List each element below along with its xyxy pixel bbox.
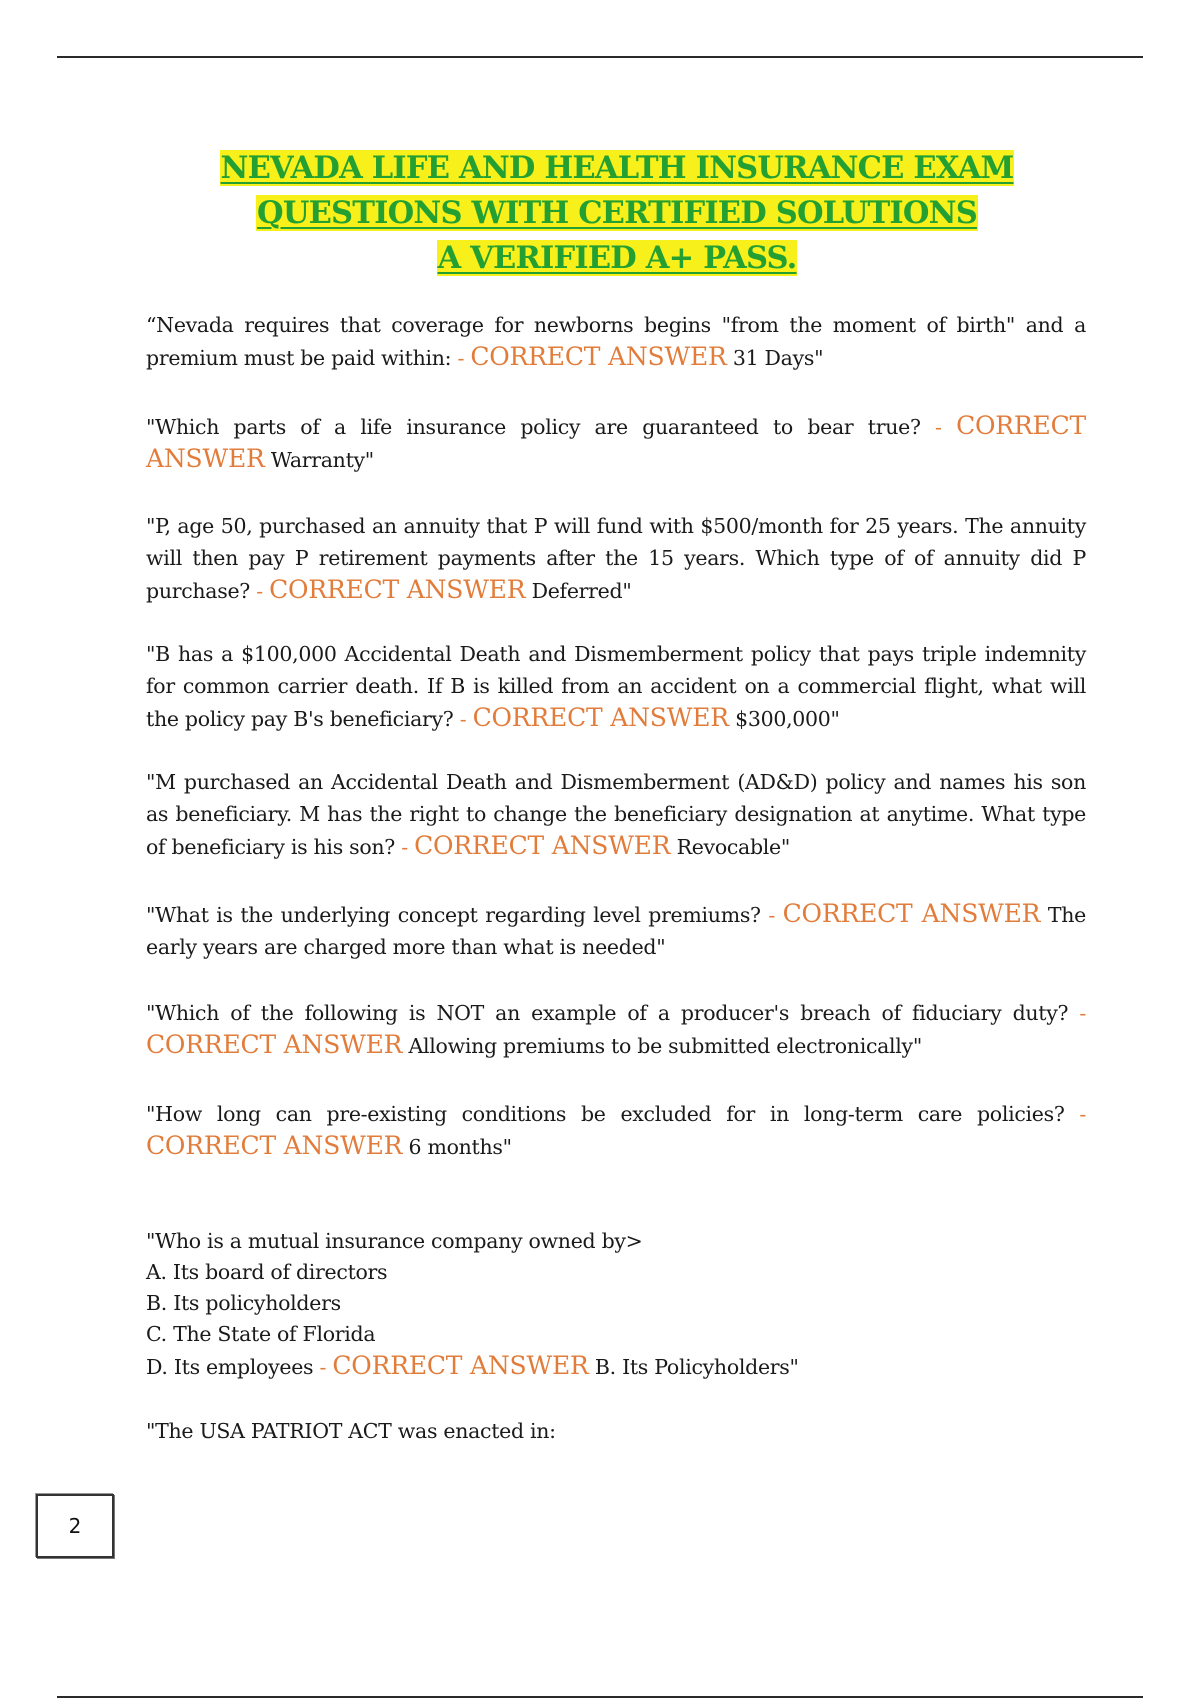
title-line-2: QUESTIONS WITH CERTIFIED SOLUTIONS [257,195,977,231]
title-line-3: A VERIFIED A+ PASS. [437,240,797,276]
answer-dash: - [256,579,263,603]
correct-answer-label: CORRECT ANSWER [332,1351,589,1380]
question-8 [146,1098,1086,1163]
mc-option-c: C. The State of Florida [146,1322,376,1346]
correct-answer-label: CORRECT ANSWER [414,831,671,860]
correct-answer-label: CORRECT ANSWER [472,703,729,732]
correct-answer-label: CORRECT ANSWER [146,1030,403,1059]
answer-dash: - [768,903,775,927]
answer-dash: - [457,346,465,370]
answer-dash: - [1079,1001,1086,1025]
title-line-1: NEVADA LIFE AND HEALTH INSURANCE EXAM [220,150,1014,186]
answer-dash: - [1079,1102,1086,1126]
question-2 [146,410,1086,476]
correct-answer-label: CORRECT ANSWER [782,899,1041,928]
mc-question-text: "Who is a mutual insurance company owned by> [146,1229,643,1253]
answer-text: 31 Days" [732,346,824,370]
answer-text: $300,000" [735,707,840,731]
answer-text: Deferred" [531,579,632,603]
question-text: "P, age 50, purchased an annuity that P will fund with $500/month for 25 years. The annuity will then pay P retirement payments after the 15 years. Which type of of annuity did P purchase? [146,514,1086,603]
answer-text: Allowing premiums to be submitted electronically" [408,1034,922,1058]
top-rule [57,56,1143,58]
question-4 [146,638,1086,735]
question-1 [146,309,1086,374]
question-text: “Nevada requires that coverage for newborns begins "from the moment of birth" and a premium must be paid within: [146,313,1086,370]
correct-answer-label: CORRECT ANSWER [470,342,727,371]
answer-dash: - [401,835,408,859]
question-text: "How long can pre-existing conditions be excluded for in long-term care policies? [146,1102,1065,1126]
answer-dash: - [935,415,942,439]
bottom-rule [57,1696,1143,1698]
question-text: "What is the underlying concept regarding level premiums? [146,903,761,927]
question-7 [146,997,1086,1062]
correct-answer-label: CORRECT ANSWER [269,575,526,604]
answer-text: B. Its Policyholders" [594,1355,799,1379]
mc-option-a: A. Its board of directors [146,1260,388,1284]
question-text: "M purchased an Accidental Death and Dismemberment (AD&D) policy and names his son as beneficiary. M has the right to change the beneficiary designation at anytime. What type of beneficiary is his son? [146,770,1086,859]
question-text: "B has a $100,000 Accidental Death and Dismemberment policy that pays triple indemnity for common carrier death. If B is killed from an accident on a commercial flight, what will the policy pay B's beneficiary? [146,642,1086,731]
mc-option-d: D. Its employees [146,1355,314,1379]
answer-text: Warranty" [270,448,374,472]
mc-option-b: B. Its policyholders [146,1291,341,1315]
question-3 [146,510,1086,607]
question-10 [146,1416,1086,1447]
answer-dash: - [459,707,467,731]
correct-answer-label: CORRECT ANSWER [146,411,1087,473]
question-5 [146,766,1086,863]
page-number: 2 [36,1494,114,1558]
correct-answer-label: CORRECT ANSWER [146,1131,403,1160]
answer-text: 6 months" [408,1135,512,1159]
question-text: "Which of the following is NOT an example of a producer's breach of fiduciary duty? [146,1001,1069,1025]
mc-question [146,1226,1086,1383]
mc-option-d-line [146,1350,1086,1383]
answer-dash: - [319,1355,327,1379]
answer-text: The early years are charged more than what is needed" [146,903,1087,959]
document-title [0,146,1200,281]
question-text: "The USA PATRIOT ACT was enacted in: [146,1419,556,1443]
question-6 [146,898,1086,963]
question-text: "Which parts of a life insurance policy are guaranteed to bear true? [146,415,921,439]
answer-text: Revocable" [676,835,791,859]
